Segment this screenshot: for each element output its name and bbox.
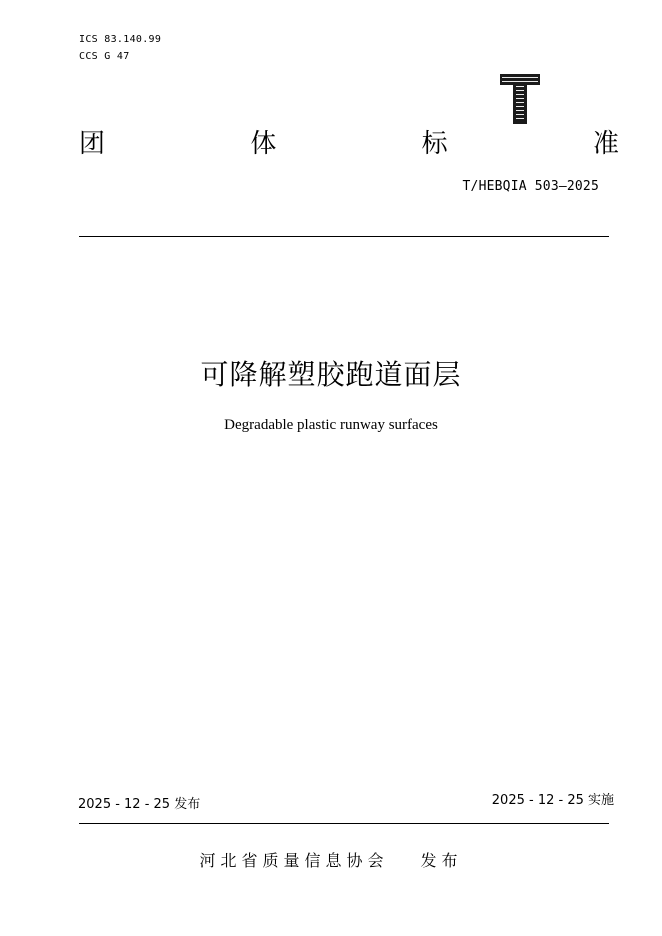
title-chinese: 可降解塑胶跑道面层 <box>200 358 462 391</box>
implementation-date: 2025 - 12 - 25 实施 <box>491 793 614 808</box>
standard-number: T/HEBQIA 503—2025 <box>462 179 599 194</box>
ics-code: ICS 83.140.99 <box>79 34 162 45</box>
standard-type-heading <box>79 126 619 162</box>
ccs-code: CCS G 47 <box>79 51 130 62</box>
issue-date: 2025 - 12 - 25 发布 <box>78 797 201 812</box>
standard-type-char: 标 <box>421 129 448 159</box>
standard-type-char: 准 <box>592 129 619 159</box>
standard-type-char: 团 <box>79 129 106 159</box>
bottom-divider <box>79 823 609 824</box>
publisher: 河北省质量信息协会 发布 <box>199 851 463 870</box>
top-divider <box>79 236 609 237</box>
title-english: Degradable plastic runway surfaces <box>224 417 438 433</box>
standard-type-char: 体 <box>250 129 277 159</box>
group-standard-t-logo <box>497 72 543 126</box>
